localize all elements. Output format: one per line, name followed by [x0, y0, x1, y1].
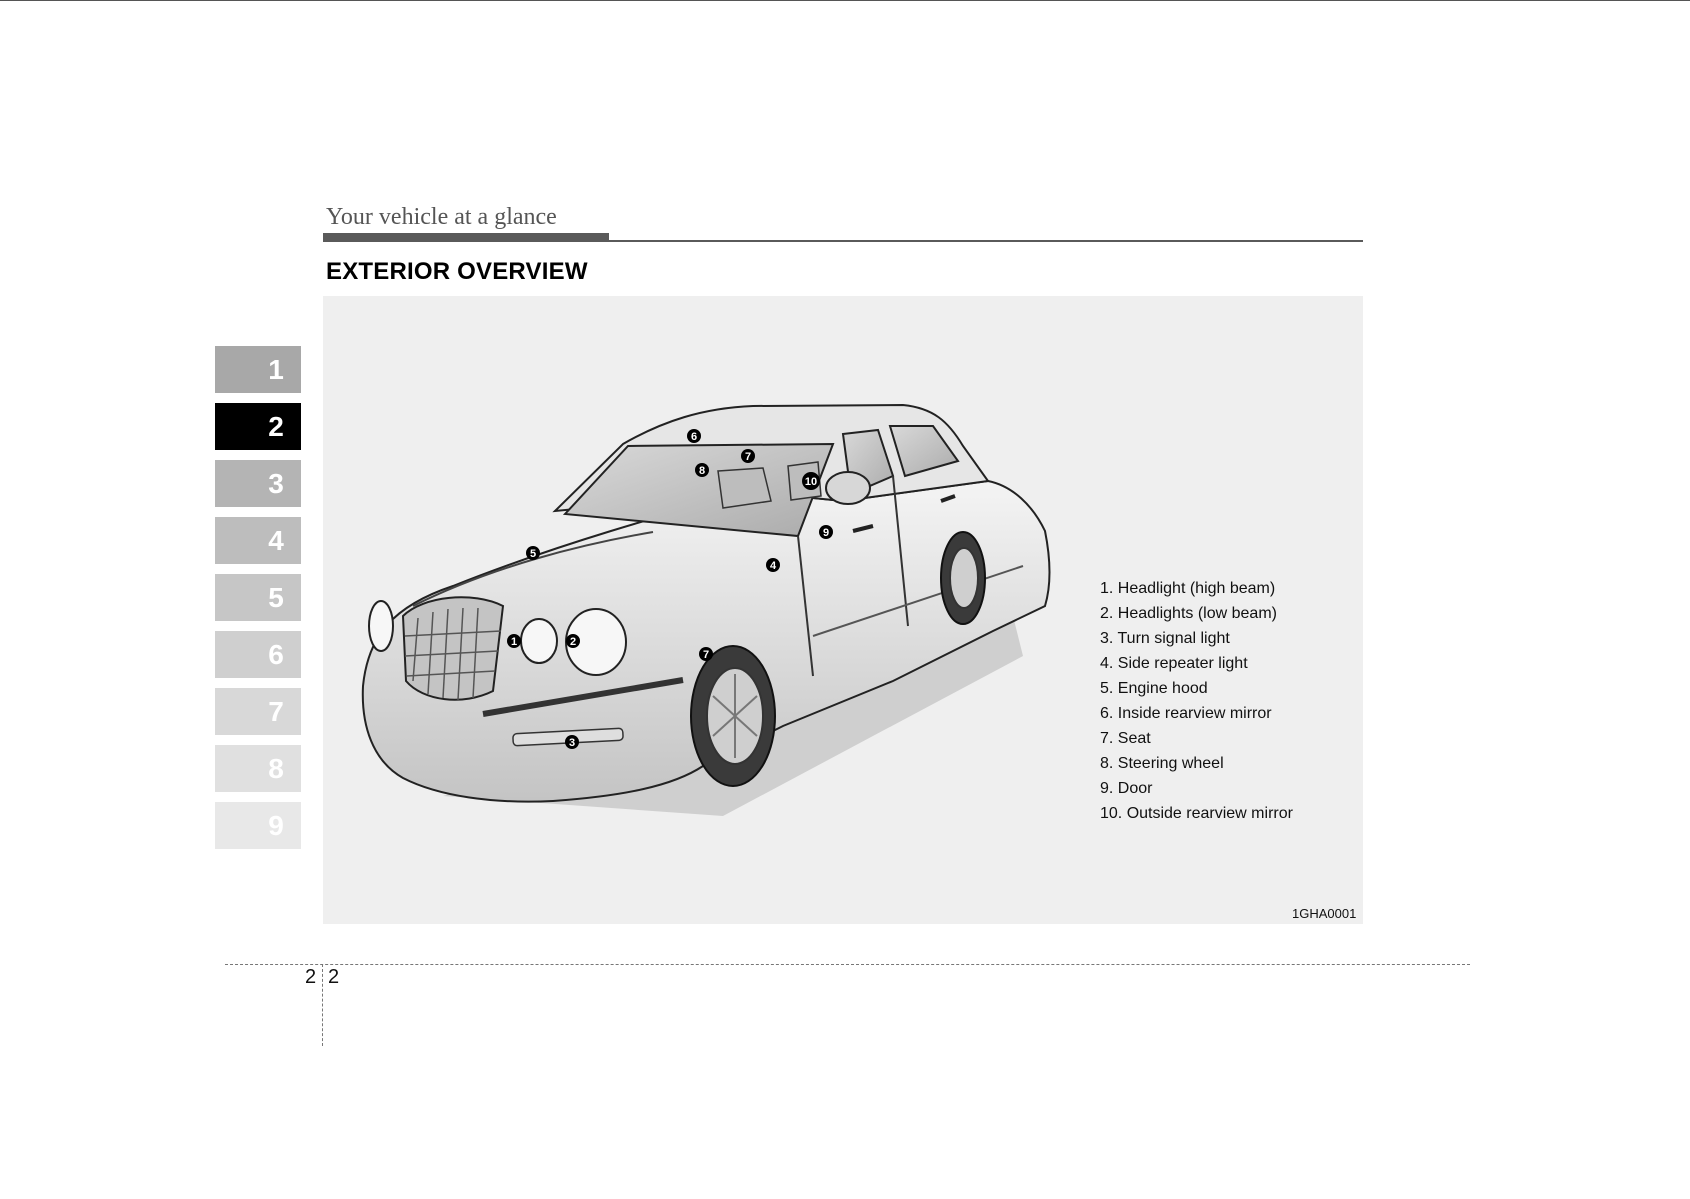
- callout-2: [566, 634, 580, 648]
- callout-10: [802, 472, 820, 490]
- callout-3: [565, 735, 579, 749]
- footer-rule: [225, 964, 1470, 965]
- chapter-tab-9[interactable]: 9: [215, 802, 301, 849]
- chapter-tab-3[interactable]: 3: [215, 460, 301, 507]
- legend-item: 5. Engine hood: [1100, 680, 1208, 697]
- chapter-tab-8[interactable]: 8: [215, 745, 301, 792]
- svg-text:9: 9: [822, 527, 830, 539]
- chapter-tab-5[interactable]: 5: [215, 574, 301, 621]
- callout-6: [687, 429, 701, 443]
- svg-text:5: 5: [529, 548, 537, 560]
- callout-7-seat: [741, 449, 755, 463]
- chapter-tab-7[interactable]: 7: [215, 688, 301, 735]
- svg-text:1: 1: [510, 636, 518, 648]
- callout-1: [507, 634, 521, 648]
- legend-item: 7. Seat: [1100, 730, 1151, 747]
- callout-5: [526, 546, 540, 560]
- legend-item: 9. Door: [1100, 780, 1153, 797]
- header-rule: [323, 240, 1363, 242]
- page-heading: EXTERIOR OVERVIEW: [326, 258, 588, 285]
- legend-item: 3. Turn signal light: [1100, 630, 1230, 647]
- svg-text:3: 3: [568, 737, 576, 749]
- svg-text:6: 6: [690, 431, 698, 443]
- footer-divider: [322, 964, 323, 1046]
- legend-item: 10. Outside rearview mirror: [1100, 805, 1293, 822]
- svg-text:4: 4: [769, 560, 777, 572]
- legend-item: 8. Steering wheel: [1100, 755, 1224, 772]
- page-number: 2: [328, 966, 340, 988]
- chapter-tab-2[interactable]: 2: [215, 403, 301, 450]
- outside-mirror: [826, 472, 870, 504]
- page-section-number: 2: [305, 966, 317, 988]
- callout-8: [695, 463, 709, 477]
- grille: [403, 597, 503, 699]
- legend-item: 2. Headlights (low beam): [1100, 605, 1277, 622]
- section-title: Your vehicle at a glance: [326, 204, 557, 230]
- svg-text:7: 7: [744, 451, 752, 463]
- chapter-tab-6[interactable]: 6: [215, 631, 301, 678]
- chapter-tab-4[interactable]: 4: [215, 517, 301, 564]
- callout-9: [819, 525, 833, 539]
- callout-4: [766, 558, 780, 572]
- legend-item: 6. Inside rearview mirror: [1100, 705, 1272, 722]
- legend-item: 1. Headlight (high beam): [1100, 580, 1276, 597]
- top-border: [0, 0, 1690, 1]
- svg-text:10: 10: [804, 476, 818, 488]
- chapter-tab-1[interactable]: 1: [215, 346, 301, 393]
- chapter-tabs: [215, 346, 301, 859]
- callout-7-wheel: [699, 647, 713, 661]
- section-title-underline: [323, 233, 609, 240]
- headlight-high-beam: [521, 619, 557, 663]
- parts-legend: [1100, 576, 1293, 826]
- svg-text:2: 2: [569, 636, 577, 648]
- svg-text:8: 8: [698, 465, 706, 477]
- svg-text:7: 7: [702, 649, 710, 661]
- figure-code: 1GHA0001: [1292, 906, 1357, 921]
- legend-item: 4. Side repeater light: [1100, 655, 1248, 672]
